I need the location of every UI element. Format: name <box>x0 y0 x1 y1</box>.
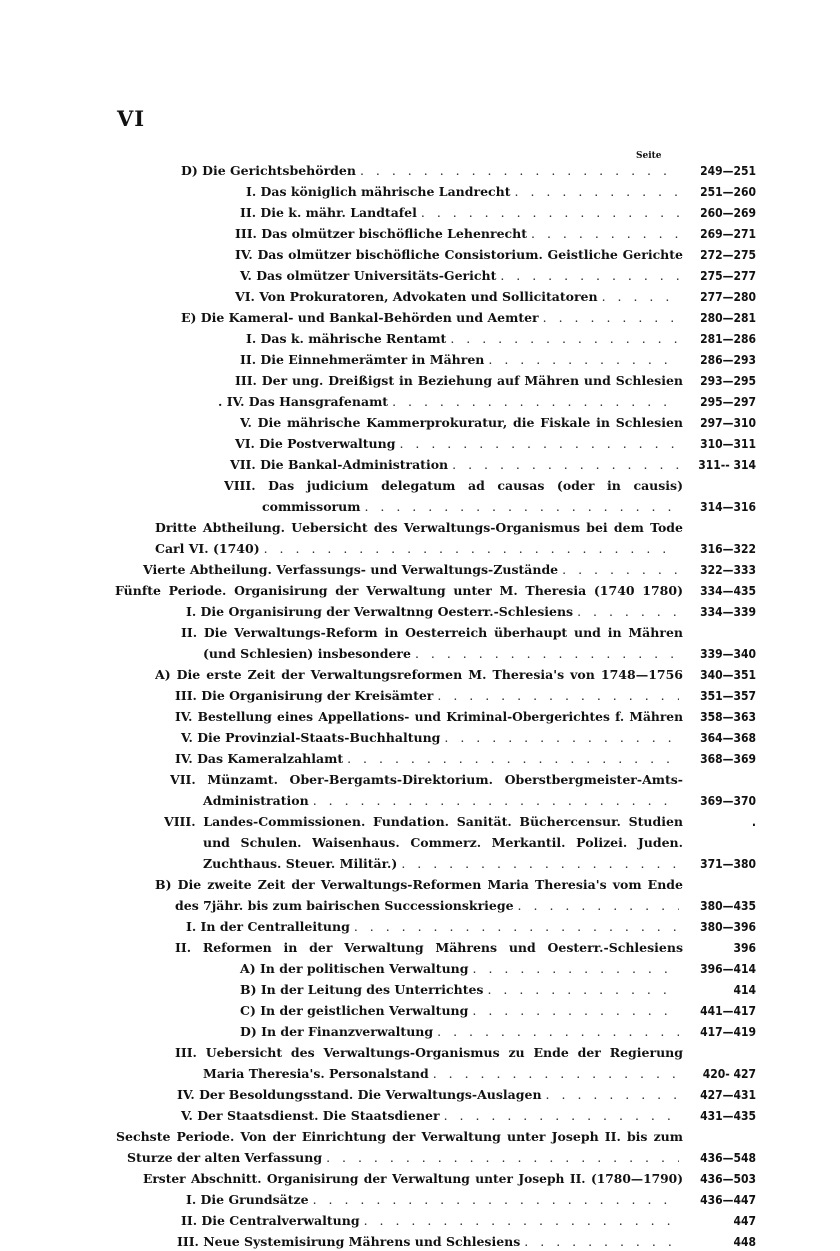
toc-entry: VI. Die Postverwaltung . . . 310—311 <box>235 435 683 453</box>
page-number: VI <box>117 106 146 131</box>
toc-entry: VII. Die Bankal-Administration . . . 311-- 314 <box>230 456 683 474</box>
toc-entry: I. Die Organisirung der Verwaltnng Oesterr.-Schlesiens . . . 334—339 <box>186 603 683 621</box>
toc-entry: Erster Abschnitt. Organisirung der Verwaltung unter Joseph II. (1780—1790) 436—503 <box>143 1171 756 1186</box>
toc-entry: I. Das königlich mährische Landrecht . . . 251—260 <box>246 183 683 201</box>
toc-entry: IV. Der Besoldungsstand. Die Verwaltungs-Auslagen . . . 427—431 <box>177 1086 683 1104</box>
toc-entry: V. Der Staatsdienst. Die Staatsdiener . . . 431—435 <box>181 1107 683 1125</box>
toc-entry: II. Die Einnehmerämter in Mähren . . . 286—293 <box>240 351 683 369</box>
toc-entry: Administration . . . 369—370 <box>203 792 683 810</box>
toc-entry: I. Die Grundsätze . . . 436—447 <box>186 1191 683 1209</box>
toc-entry: IV. Bestellung eines Appellations- und Kriminal-Obergerichtes f. Mähren 358—363 <box>175 709 756 724</box>
toc-entry: III. Der ung. Dreißigst in Beziehung auf Mähren und Schlesien 293—295 <box>235 373 756 388</box>
toc-entry: V. Die mährische Kammerprokuratur, die Fiskale in Schlesien 297—310 <box>240 415 756 430</box>
toc-entry: B) In der Leitung des Unterrichtes . . . 414 <box>240 981 683 999</box>
toc-entry: D) Die Gerichtsbehörden . . . 249—251 <box>181 162 683 180</box>
toc-entry: und Schulen. Waisenhaus. Commerz. Merkantil. Polizei. Juden. <box>203 835 683 850</box>
toc-entry: I. In der Centralleitung . . . 380—396 <box>186 918 683 936</box>
toc-entry: Carl VI. (1740) . . . 316—322 <box>155 540 683 558</box>
toc-entry: VIII. Landes-Commissionen. Fundation. Sanität. Büchercensur. Studien . <box>164 814 756 829</box>
toc-entry: V. Das olmützer Universitäts-Gericht . . . 275—277 <box>240 267 683 285</box>
toc-entry: E) Die Kameral- und Bankal-Behörden und Aemter . . . 280—281 <box>181 309 683 327</box>
toc-entry: (und Schlesien) insbesondere . . . 339—340 <box>203 645 683 663</box>
toc-entry: IV. Das olmützer bischöfliche Consistorium. Geistliche Gerichte 272—275 <box>235 247 756 262</box>
toc-entry: II. Reformen in der Verwaltung Mährens und Oesterr.-Schlesiens 396 <box>175 940 756 955</box>
toc-entry: Zuchthaus. Steuer. Militär.) . . . 371—380 <box>203 855 683 873</box>
toc-entry: II. Die Centralverwaltung . . . 447 <box>181 1212 683 1230</box>
toc-entry: V. Die Provinzial-Staats-Buchhaltung . . . 364—368 <box>181 729 683 747</box>
toc-entry: VII. Münzamt. Ober-Bergamts-Direktorium. Oberstbergmeister-Amts- <box>170 772 683 787</box>
toc-entry: III. Uebersicht des Verwaltungs-Organismus zu Ende der Regierung <box>175 1045 683 1060</box>
toc-entry: II. Die Verwaltungs-Reform in Oesterreich überhaupt und in Mähren <box>181 625 683 640</box>
toc-entry: A) Die erste Zeit der Verwaltungsreformen M. Theresia's von 1748—1756 340—351 <box>155 667 756 682</box>
toc-entry: Sturze der alten Verfassung . . . 436—548 <box>127 1149 683 1167</box>
column-header-seite: Seite <box>636 151 662 161</box>
toc-entry: II. Die k. mähr. Landtafel . . . 260—269 <box>240 204 683 222</box>
toc-entry: Dritte Abtheilung. Uebersicht des Verwaltungs-Organismus bei dem Tode <box>155 520 683 535</box>
toc-entry: B) Die zweite Zeit der Verwaltungs-Reformen Maria Theresia's vom Ende <box>155 877 683 892</box>
toc-entry: III. Die Organisirung der Kreisämter . . . 351—357 <box>175 687 683 705</box>
toc-entry: D) In der Finanzverwaltung . . . 417—419 <box>240 1023 683 1041</box>
toc-entry: A) In der politischen Verwaltung . . . 396—414 <box>240 960 683 978</box>
toc-entry: Vierte Abtheilung. Verfassungs- und Verwaltungs-Zustände . . . 322—333 <box>143 561 683 579</box>
toc-entry: des 7jähr. bis zum bairischen Successionskriege . . . 380—435 <box>175 897 683 915</box>
toc-entry: VIII. Das judicium delegatum ad causas (oder in causis) <box>224 478 683 493</box>
toc-entry: . IV. Das Hansgrafenamt . . . 295—297 <box>218 393 683 411</box>
toc-entry: VI. Von Prokuratoren, Advokaten und Sollicitatoren . . . 277—280 <box>235 288 683 306</box>
toc-entry: IV. Das Kameralzahlamt . . . 368—369 <box>175 750 683 768</box>
toc-entry: I. Das k. mährische Rentamt . . . 281—286 <box>246 330 683 348</box>
toc-entry: C) In der geistlichen Verwaltung . . . 441—417 <box>240 1002 683 1020</box>
toc-entry: Sechste Periode. Von der Einrichtung der Verwaltung unter Joseph II. bis zum <box>116 1129 683 1144</box>
toc-entry: III. Das olmützer bischöfliche Lehenrecht . . . 269—271 <box>235 225 683 243</box>
toc-entry: III. Neue Systemisirung Mährens und Schlesiens . . . 448 <box>177 1233 683 1251</box>
toc-entry: Maria Theresia's. Personalstand . . . 420- 427 <box>203 1065 683 1083</box>
toc-entry: commissorum . . . 314—316 <box>262 498 683 516</box>
toc-entry: Fünfte Periode. Organisirung der Verwaltung unter M. Theresia (1740 1780) 334—435 <box>115 583 756 598</box>
